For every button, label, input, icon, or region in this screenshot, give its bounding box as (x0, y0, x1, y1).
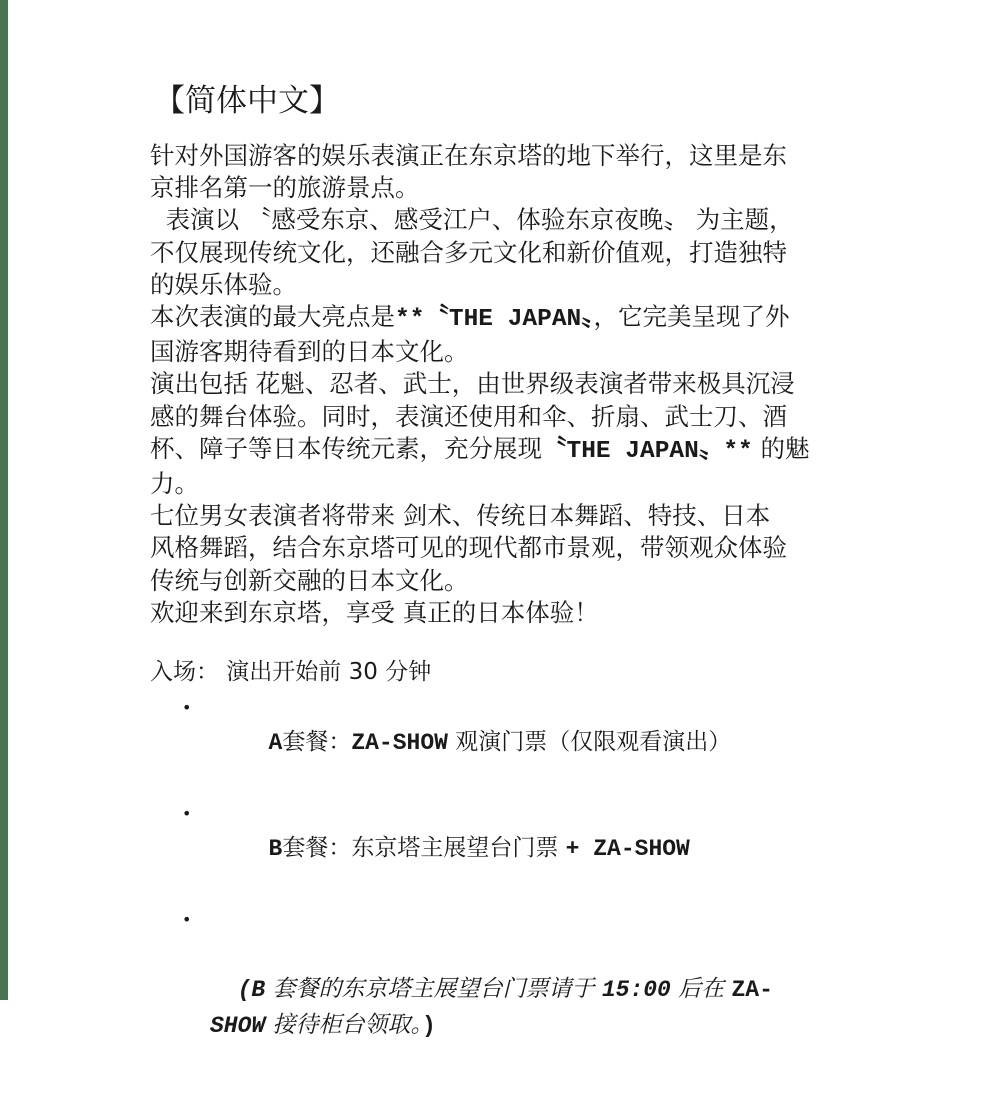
note-open: (B (210, 977, 266, 1004)
admission-title: 入场： 演出开始前 30 分钟 (150, 659, 432, 686)
the-japan-emphasis-2: 〝THE JAPAN〟** (542, 437, 753, 465)
cast-line-1: 七位男女表演者将带来 剑术、传统日本舞蹈、特技、日本 (150, 501, 771, 531)
page-title: 【简体中文】 (154, 83, 340, 119)
cast-line-3: 传统与创新交融的日本文化。 (150, 565, 469, 595)
note-text-3: 接待柜台领取。 (265, 1012, 423, 1039)
welcome-line: 欢迎来到东京塔，享受 真正的日本体验！ (150, 597, 599, 627)
theme-line-1: 表演以 〝感受东京、感受江户、体验东京夜晚〟 为主题， (150, 205, 794, 235)
highlight-prefix: 本次表演的最大亮点是 (150, 302, 395, 332)
performers-suffix: 的魅 (752, 433, 810, 463)
za-show-name: ZA-SHOW (351, 730, 448, 757)
highlight-line-1 (150, 301, 870, 336)
ticket-item-a (180, 690, 870, 796)
package-label: 套餐： (282, 729, 352, 756)
za-show-name-part2: SHOW (210, 1013, 266, 1040)
left-edge-strip (0, 0, 8, 1000)
bullet-icon: • (182, 910, 192, 930)
theme-line-2: 不仅展现传统文化，还融合多元文化和新价值观，打造独特 (150, 237, 787, 267)
intro-line-1: 针对外国游客的娱乐表演正在东京塔的地下举行，这里是东 (150, 141, 787, 170)
note-text-2: 后在 (670, 976, 732, 1003)
admission-section (150, 655, 870, 1114)
intro-line-2: 京排名第一的旅游景点。 (150, 173, 420, 203)
performers-line-3 (150, 433, 870, 468)
pickup-time: 15:00 (601, 977, 671, 1004)
performers-line-1: 演出包括 花魁、忍者、武士，由世界级表演者带来极具沉浸 (150, 369, 795, 399)
highlight-line-2: 国游客期待看到的日本文化。 (150, 337, 469, 367)
package-letter: A (268, 730, 283, 757)
package-description: 观演门票（仅限观看演出） (447, 729, 732, 756)
theme-line-3: 的娱乐体验。 (150, 269, 297, 299)
bullet-icon: • (182, 698, 192, 718)
performers-line-4: 力。 (150, 469, 199, 499)
the-japan-emphasis: **〝THE JAPAN〟 (395, 306, 594, 334)
note-line-1 (210, 972, 870, 1008)
ticket-item-note (180, 902, 870, 1114)
package-label: 套餐：东京塔主展望台门票 (282, 835, 566, 862)
note-line-2 (210, 1008, 870, 1044)
performers-prefix: 杯、障子等日本传统元素，充分展现 (150, 433, 542, 463)
za-show-name-part1: ZA- (731, 977, 773, 1004)
note-text-1: 套餐的东京塔主展望台门票请于 (265, 976, 602, 1003)
package-letter: B (268, 836, 283, 863)
cast-line-2: 风格舞蹈，结合东京塔可见的现代都市景观，带领观众体验 (150, 533, 787, 563)
bullet-icon: • (182, 804, 192, 824)
document-page (150, 80, 870, 1114)
ticket-list (150, 690, 870, 1114)
highlight-suffix: ，它完美呈现了外 (593, 302, 790, 332)
za-show-name: + ZA-SHOW (565, 836, 690, 863)
note-close: ) (422, 1013, 436, 1040)
ticket-item-b (180, 796, 870, 902)
performers-line-2: 感的舞台体验。同时，表演还使用和伞、折扇、武士刀、酒 (150, 401, 787, 431)
body-text (150, 140, 870, 629)
